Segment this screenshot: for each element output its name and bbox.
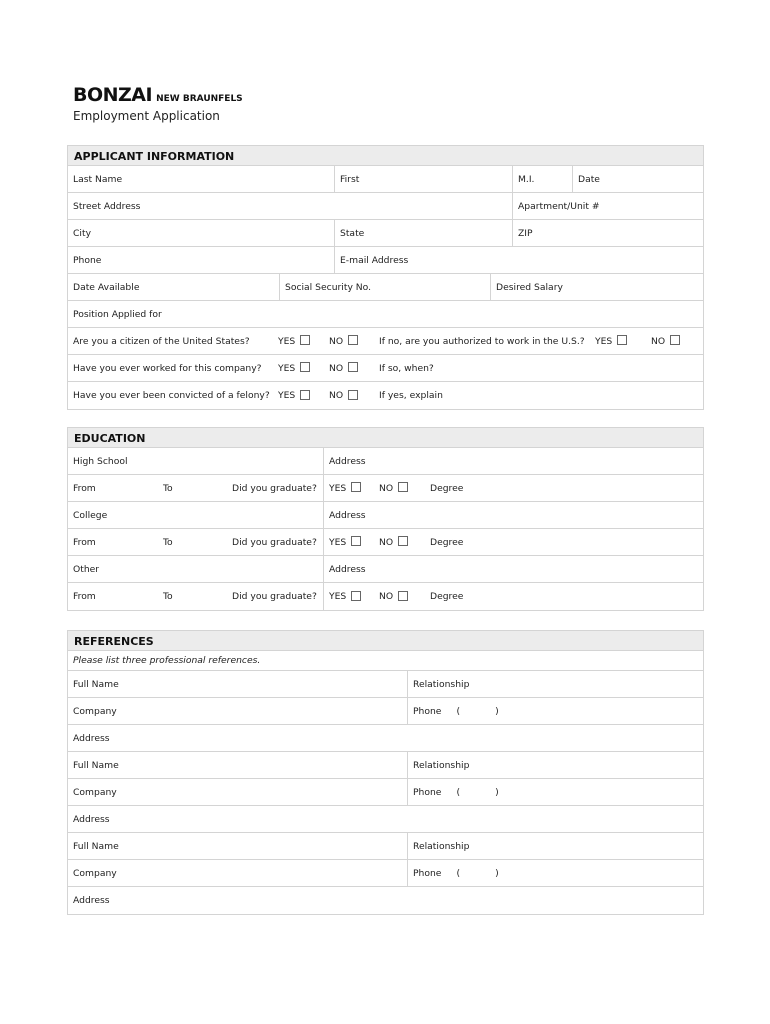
full-name-field[interactable]: Full Name [73,840,119,852]
graduate-question: Did you graduate? [232,482,317,494]
other-details-row [68,583,703,610]
graduate-no[interactable]: NO [374,529,425,555]
relationship-field[interactable]: Relationship [407,833,703,859]
phone-field[interactable]: Phone ( ) [407,698,703,724]
felony-question: Have you ever been convicted of a felony? [73,390,270,401]
to-field[interactable]: To [163,591,173,602]
area-code-open: ( [456,786,461,798]
college-field[interactable]: College [73,509,108,521]
checkbox[interactable] [398,482,408,492]
apartment-field[interactable]: Apartment/Unit # [512,193,703,219]
applicant-information-section [67,145,704,410]
checkbox[interactable] [348,335,358,345]
to-field[interactable]: To [163,482,173,494]
reference-1-company-row [68,698,703,725]
worked-question: Have you ever worked for this company? [73,362,262,374]
graduate-yes[interactable]: YES [323,583,374,610]
high-school-field[interactable]: High School [73,455,128,467]
full-name-field[interactable]: Full Name [73,678,119,690]
brand-line [73,84,243,106]
felony-explain-field[interactable]: If yes, explain [379,390,443,401]
date-available-field[interactable]: Date Available [73,281,140,293]
area-code-close: ) [495,705,499,717]
company-field[interactable]: Company [73,786,117,798]
high-school-address-field[interactable]: Address [323,448,703,474]
other-school-row [68,556,703,583]
middle-initial-field[interactable]: M.I. [512,166,572,192]
brand-name: BONZAI [73,84,153,106]
degree-field[interactable]: Degree [430,591,464,602]
availability-row [68,274,703,301]
checkbox[interactable] [300,362,310,372]
phone-field[interactable]: Phone ( ) [407,860,703,886]
worked-no[interactable]: NO [324,355,374,381]
graduate-question: Did you graduate? [232,536,317,548]
city-field[interactable]: City [73,227,92,239]
relationship-field[interactable]: Relationship [407,752,703,778]
checkbox[interactable] [670,335,680,345]
authorized-no[interactable]: NO [646,328,696,354]
reference-3-name-row [68,833,703,860]
high-school-details-row [68,475,703,502]
authorized-yes[interactable]: YES [590,328,640,354]
reference-2-company-row [68,779,703,806]
checkbox[interactable] [617,335,627,345]
desired-salary-field[interactable]: Desired Salary [490,274,703,300]
contact-row [68,247,703,274]
state-field[interactable]: State [334,220,512,246]
from-field[interactable]: From [73,591,96,602]
other-school-address-field[interactable]: Address [323,556,703,582]
checkbox[interactable] [398,536,408,546]
felony-row [68,382,703,409]
high-school-row [68,448,703,475]
checkbox[interactable] [348,390,358,400]
reference-1-name-row [68,671,703,698]
position-applied-field[interactable]: Position Applied for [73,308,162,320]
from-field[interactable]: From [73,536,96,548]
references-section [67,630,704,915]
email-field[interactable]: E-mail Address [334,247,703,273]
felony-yes[interactable]: YES [273,382,323,409]
graduate-no[interactable]: NO [374,475,425,501]
worked-yes[interactable]: YES [273,355,323,381]
degree-field[interactable]: Degree [430,536,464,548]
area-code-close: ) [495,867,499,879]
worked-when-field[interactable]: If so, when? [379,362,434,374]
document-title: Employment Application [73,109,220,123]
full-name-field[interactable]: Full Name [73,759,119,771]
checkbox[interactable] [300,390,310,400]
first-name-field[interactable]: First [334,166,512,192]
citizen-yes[interactable]: YES [273,328,323,354]
education-section [67,427,704,611]
ssn-field[interactable]: Social Security No. [279,274,490,300]
address-row [68,193,703,220]
section-heading: APPLICANT INFORMATION [68,146,703,166]
last-name-field[interactable]: Last Name [73,173,123,185]
area-code-open: ( [456,867,461,879]
from-field[interactable]: From [73,482,96,494]
reference-1-address-row [68,725,703,752]
document-header [73,84,243,123]
date-field[interactable]: Date [572,166,703,192]
phone-field[interactable]: Phone [73,254,102,266]
name-row [68,166,703,193]
graduate-no[interactable]: NO [374,583,425,610]
checkbox[interactable] [351,482,361,492]
address-field[interactable]: Address [73,813,110,825]
references-note-row [68,651,703,671]
reference-2-name-row [68,752,703,779]
section-heading: EDUCATION [68,428,703,448]
reference-2-address-row [68,806,703,833]
citizen-row [68,328,703,355]
references-note: Please list three professional references. [73,655,261,666]
phone-field[interactable]: Phone ( ) [407,779,703,805]
degree-field[interactable]: Degree [430,482,464,494]
graduate-question: Did you graduate? [232,591,317,602]
college-row [68,502,703,529]
zip-field[interactable]: ZIP [512,220,703,246]
company-field[interactable]: Company [73,705,117,717]
checkbox[interactable] [398,591,408,601]
to-field[interactable]: To [163,536,173,548]
authorized-question: If no, are you authorized to work in the U.S.? [379,335,585,347]
other-school-field[interactable]: Other [73,563,100,575]
college-details-row [68,529,703,556]
position-row [68,301,703,328]
checkbox[interactable] [348,362,358,372]
company-field[interactable]: Company [73,867,117,879]
reference-3-company-row [68,860,703,887]
area-code-open: ( [456,705,461,717]
area-code-close: ) [495,786,499,798]
graduate-yes[interactable]: YES [323,529,374,555]
address-field[interactable]: Address [73,895,110,906]
college-address-field[interactable]: Address [323,502,703,528]
reference-3-address-row [68,887,703,914]
citizen-no[interactable]: NO [324,328,374,354]
checkbox[interactable] [351,591,361,601]
street-address-field[interactable]: Street Address [73,200,141,212]
checkbox[interactable] [351,536,361,546]
worked-row [68,355,703,382]
section-heading: REFERENCES [68,631,703,651]
address-field[interactable]: Address [73,732,110,744]
relationship-field[interactable]: Relationship [407,671,703,697]
city-row [68,220,703,247]
brand-location: NEW BRAUNFELS [156,94,243,104]
citizen-question: Are you a citizen of the United States? [73,335,250,347]
checkbox[interactable] [300,335,310,345]
graduate-yes[interactable]: YES [323,475,374,501]
felony-no[interactable]: NO [324,382,374,409]
